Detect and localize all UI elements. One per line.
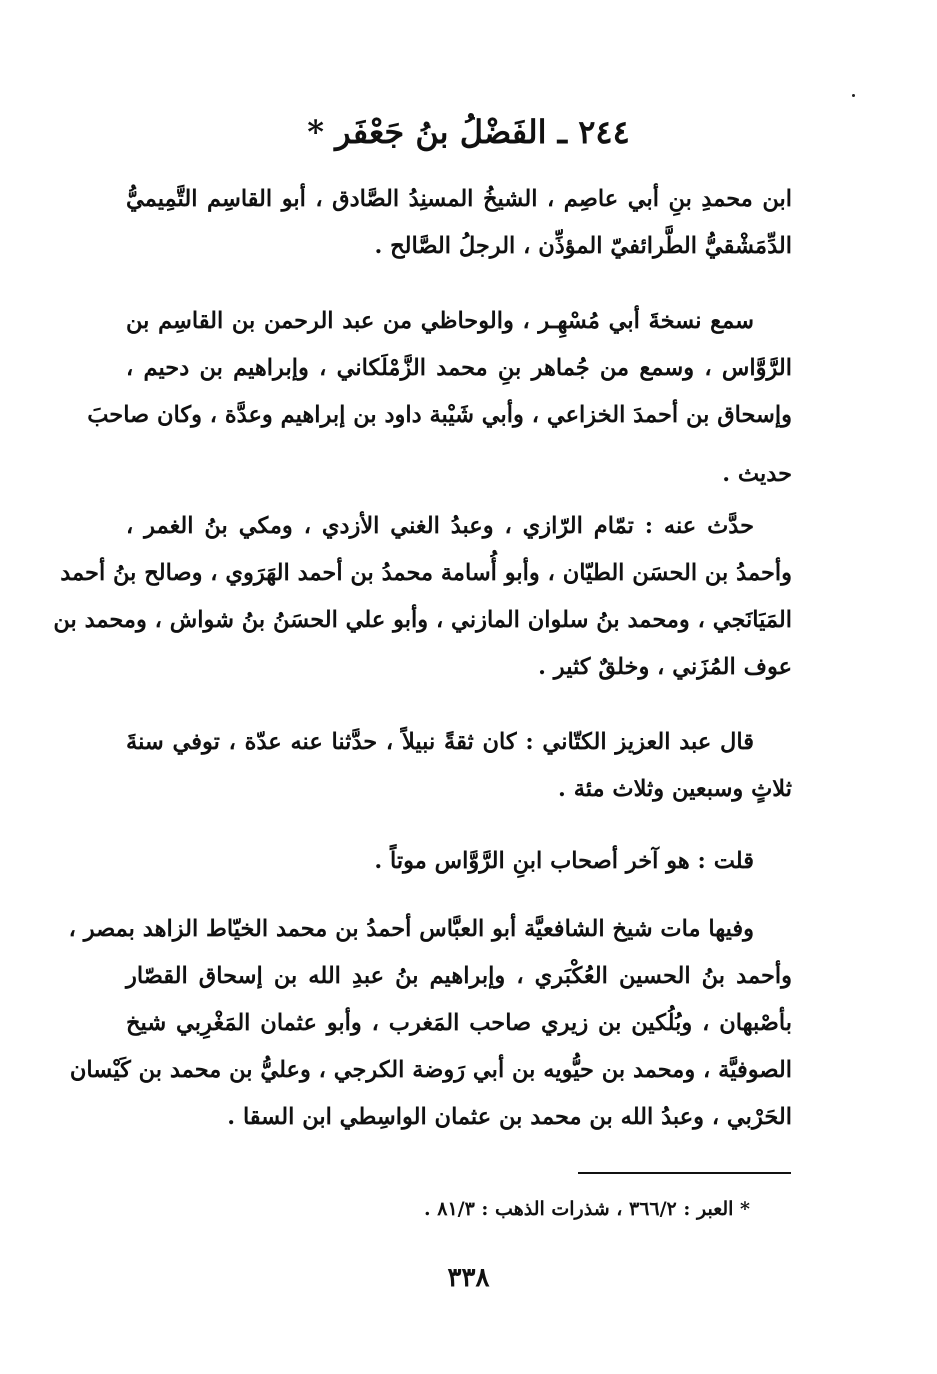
paragraph-kattani <box>126 719 792 813</box>
text-line: الرَّوَّاس ، وسمع من جُماهر بنِ محمد الزَّمْلَكاني ، وإبراهيم بن دحيم ، <box>126 355 792 381</box>
paragraph-author-note <box>126 838 792 885</box>
text-line: وإسحاق بن أحمدَ الخزاعي ، وأبي شَيْبة داود بن إبراهيم وعدَّة ، وكان صاحبَ <box>87 402 792 428</box>
footnote: * العبر : ٣٦٦/٢ ، شذرات الذهب : ٨١/٣ . <box>424 1198 750 1220</box>
text-line: بأصْبهان ، وبُلُكين بن زيري صاحب المَغرب ، وأبو عثمان المَغْرِبي شيخ <box>126 1010 792 1036</box>
text-line: وأحمدُ بن الحسَن الطيّان ، وأبو أُسامة محمدُ بن أحمد الهَرَوي ، وصالح بنُ أحمد <box>60 560 792 586</box>
page-number: ٣٣٨ <box>447 1263 490 1293</box>
paragraph-lineage <box>126 176 792 270</box>
text-line: عوف المُزَني ، وخلقٌ كثير . <box>538 654 792 680</box>
text-line: حدَّث عنه : تمّام الرّازي ، وعبدُ الغني الأزدي ، ومكي بنُ الغمر ، <box>126 513 754 539</box>
scan-speck <box>852 94 855 97</box>
text-line: وفيها مات شيخ الشافعيَّة أبو العبَّاس أحمدُ بن محمد الخيّاط الزاهد بمصر ، <box>68 916 754 942</box>
text-line: الدِّمَشْقيُّ الطَّرائفيّ المؤذِّن ، الرجلُ الصَّالح . <box>374 233 792 259</box>
paragraph-deaths <box>68 906 792 1141</box>
text-line: قلت : هو آخر أصحاب ابنِ الرَّوَّاس موتاً . <box>374 848 754 874</box>
text-line: الحَرْبي ، وعبدُ الله بن محمد بن عثمان الواسِطي ابن السقا . <box>227 1104 792 1130</box>
text-line: ثلاثٍ وسبعين وثلاث مئة . <box>558 776 792 802</box>
paragraph-teachers <box>87 298 792 498</box>
text-line: قال عبد العزيز الكتّاني : كان ثقةً نبيلاً ، حدَّثنا عنه عدّة ، توفي سنةَ <box>126 729 754 755</box>
text-line: سمع نسخةَ أبي مُسْهِـر ، والوحاظي من عبد الرحمن بن القاسِم بن <box>126 308 754 334</box>
text-line: ابن محمدِ بنِ أبي عاصِم ، الشيخُ المسنِدُ الصَّادق ، أبو القاسِم التَّمِيميُّ <box>126 186 792 212</box>
paragraph-narrators <box>53 503 792 691</box>
entry-heading: ٢٤٤ ـ الفَضْلُ بنُ جَعْفَر * <box>307 113 630 151</box>
text-line: حديث . <box>722 461 792 487</box>
footnote-divider <box>578 1172 791 1174</box>
text-line: وأحمد بنُ الحسين العُكْبَري ، وإبراهيم بنُ عبدِ الله بن إسحاق القصّار <box>126 963 792 989</box>
text-line: الصوفيَّة ، ومحمد بن حيُّويه بن أبي رَوضة الكرجي ، وعليُّ بن محمد بن كَيْسان <box>69 1057 792 1083</box>
text-line: المَيَانَجي ، ومحمد بنُ سلوان المازني ، وأبو علي الحسَنُ بنُ شواش ، ومحمد بن <box>53 607 792 633</box>
